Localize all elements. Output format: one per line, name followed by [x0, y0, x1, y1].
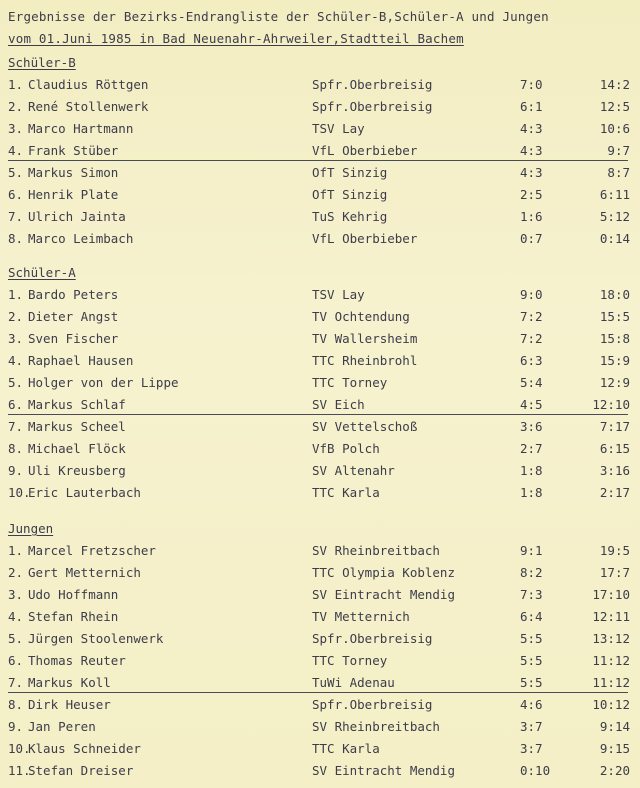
ranking-row: [8, 162, 634, 184]
player-name: Holger von der Lippe: [28, 375, 179, 390]
rank-number: 3.: [8, 587, 24, 602]
rank-number: 4.: [8, 609, 24, 624]
games-score: 1:6: [520, 209, 543, 224]
club-name: TTC Rheinbrohl: [312, 353, 418, 368]
sets-score: 18:0: [599, 287, 630, 302]
player-name: Klaus Schneider: [28, 741, 141, 756]
club-name: SV Eich: [312, 397, 365, 412]
games-score: 5:5: [520, 675, 543, 690]
section-title: Schüler-A: [8, 265, 76, 280]
games-score: 3:6: [520, 419, 543, 434]
rank-number: 5.: [8, 631, 24, 646]
ranking-row: [8, 540, 634, 562]
games-score: 0:7: [520, 231, 543, 246]
club-name: TTC Karla: [312, 485, 380, 500]
section-schueler-b: [8, 52, 634, 250]
player-name: Bardo Peters: [28, 287, 119, 302]
games-score: 1:8: [520, 485, 543, 500]
games-score: 8:2: [520, 565, 543, 580]
player-name: Sven Fischer: [28, 331, 119, 346]
rank-number: 2.: [8, 309, 24, 324]
ranking-row: [8, 206, 634, 228]
games-score: 6:3: [520, 353, 543, 368]
ranking-row: [8, 460, 634, 482]
ranking-row: [8, 628, 634, 650]
games-score: 4:5: [520, 397, 543, 412]
ranking-row: [8, 74, 634, 96]
games-score: 9:1: [520, 543, 543, 558]
club-name: TV Ochtendung: [312, 309, 410, 324]
club-name: Spfr.Oberbreisig: [312, 77, 433, 92]
games-score: 6:4: [520, 609, 543, 624]
games-score: 4:3: [520, 165, 543, 180]
player-name: Dirk Heuser: [28, 697, 111, 712]
ranking-row: [8, 96, 634, 118]
ranking-row: [8, 328, 634, 350]
ranking-row: [8, 284, 634, 306]
club-name: TTC Karla: [312, 741, 380, 756]
ranking-row: [8, 228, 634, 250]
club-name: TSV Lay: [312, 121, 365, 136]
games-score: 6:1: [520, 99, 543, 114]
player-name: Markus Simon: [28, 165, 119, 180]
club-name: SV Vettelschoß: [312, 419, 418, 434]
club-name: SV Eintracht Mendig: [312, 587, 455, 602]
sets-score: 3:16: [599, 463, 630, 478]
sets-score: 2:20: [599, 763, 630, 778]
rank-number: 4.: [8, 143, 24, 158]
rank-number: 10.: [8, 485, 31, 500]
ranking-row: [8, 350, 634, 372]
player-name: Claudius Röttgen: [28, 77, 149, 92]
rank-number: 1.: [8, 543, 24, 558]
sets-score: 0:14: [599, 231, 630, 246]
sets-score: 9:14: [599, 719, 630, 734]
sets-score: 11:12: [592, 653, 630, 668]
player-name: Marcel Fretzscher: [28, 543, 156, 558]
games-score: 3:7: [520, 719, 543, 734]
sets-score: 15:5: [599, 309, 630, 324]
player-name: Raphael Hausen: [28, 353, 134, 368]
player-name: Marco Hartmann: [28, 121, 134, 136]
rank-number: 8.: [8, 697, 24, 712]
sets-score: 11:12: [592, 675, 630, 690]
player-name: Markus Scheel: [28, 419, 126, 434]
games-score: 0:10: [520, 763, 551, 778]
ranking-row: [8, 694, 634, 716]
player-name: Markus Koll: [28, 675, 111, 690]
ranking-row: [8, 672, 634, 694]
ranking-row: [8, 372, 634, 394]
sets-score: 19:5: [599, 543, 630, 558]
games-score: 3:7: [520, 741, 543, 756]
club-name: SV Rheinbreitbach: [312, 543, 440, 558]
ranking-row: [8, 438, 634, 460]
rank-number: 6.: [8, 187, 24, 202]
ranking-row: [8, 306, 634, 328]
player-name: Jürgen Stoolenwerk: [28, 631, 164, 646]
games-score: 2:5: [520, 187, 543, 202]
games-score: 7:3: [520, 587, 543, 602]
ranking-row: [8, 394, 634, 416]
sets-score: 9:15: [599, 741, 630, 756]
ranking-row: [8, 184, 634, 206]
games-score: 5:5: [520, 653, 543, 668]
rank-number: 9.: [8, 719, 24, 734]
club-name: VfL Oberbieber: [312, 231, 418, 246]
section-title: Jungen: [8, 521, 54, 536]
player-name: Frank Stüber: [28, 143, 119, 158]
rank-number: 6.: [8, 397, 24, 412]
ranking-row: [8, 562, 634, 584]
rank-number: 5.: [8, 375, 24, 390]
games-score: 2:7: [520, 441, 543, 456]
sets-score: 12:11: [592, 609, 630, 624]
rank-number: 3.: [8, 331, 24, 346]
rank-number: 6.: [8, 653, 24, 668]
sets-score: 6:15: [599, 441, 630, 456]
games-score: 7:0: [520, 77, 543, 92]
games-score: 4:3: [520, 121, 543, 136]
games-score: 4:6: [520, 697, 543, 712]
club-name: VfB Polch: [312, 441, 380, 456]
club-name: TTC Torney: [312, 653, 388, 668]
player-name: René Stollenwerk: [28, 99, 149, 114]
section-jungen: [8, 518, 634, 782]
club-name: SV Altenahr: [312, 463, 395, 478]
club-name: TuWi Adenau: [312, 675, 395, 690]
ranking-row: [8, 140, 634, 162]
sets-score: 2:17: [599, 485, 630, 500]
games-score: 4:3: [520, 143, 543, 158]
sets-score: 15:8: [599, 331, 630, 346]
sets-score: 7:17: [599, 419, 630, 434]
ranking-row: [8, 606, 634, 628]
ranking-row: [8, 584, 634, 606]
games-score: 1:8: [520, 463, 543, 478]
player-name: Udo Hoffmann: [28, 587, 119, 602]
player-name: Stefan Rhein: [28, 609, 119, 624]
rank-number: 7.: [8, 209, 24, 224]
player-name: Markus Schlaf: [28, 397, 126, 412]
player-name: Henrik Plate: [28, 187, 119, 202]
ranking-row: [8, 650, 634, 672]
ranking-row: [8, 482, 634, 504]
player-name: Dieter Angst: [28, 309, 119, 324]
header-date-location: vom 01.Juni 1985 in Bad Neuenahr-Ahrweiler,Stadtteil Bachem: [8, 31, 464, 46]
header-title: Ergebnisse der Bezirks-Endrangliste der Schüler-B,Schüler-A und Jungen: [8, 9, 549, 24]
club-name: TTC Olympia Koblenz: [312, 565, 455, 580]
sets-score: 5:12: [599, 209, 630, 224]
rank-number: 11.: [8, 763, 31, 778]
club-name: TV Metternich: [312, 609, 410, 624]
sets-score: 12:5: [599, 99, 630, 114]
rank-number: 7.: [8, 675, 24, 690]
club-name: Spfr.Oberbreisig: [312, 697, 433, 712]
rank-number: 3.: [8, 121, 24, 136]
player-name: Eric Lauterbach: [28, 485, 141, 500]
rank-number: 5.: [8, 165, 24, 180]
rank-number: 9.: [8, 463, 24, 478]
games-score: 9:0: [520, 287, 543, 302]
games-score: 7:2: [520, 331, 543, 346]
player-name: Ulrich Jainta: [28, 209, 126, 224]
player-name: Thomas Reuter: [28, 653, 126, 668]
sets-score: 17:7: [599, 565, 630, 580]
rank-number: 8.: [8, 231, 24, 246]
player-name: Stefan Dreiser: [28, 763, 134, 778]
rank-number: 2.: [8, 565, 24, 580]
sets-score: 12:10: [592, 397, 630, 412]
club-name: TV Wallersheim: [312, 331, 418, 346]
ranking-row: [8, 716, 634, 738]
club-name: SV Eintracht Mendig: [312, 763, 455, 778]
games-score: 5:4: [520, 375, 543, 390]
club-name: TTC Torney: [312, 375, 388, 390]
player-name: Gert Metternich: [28, 565, 141, 580]
sets-score: 13:12: [592, 631, 630, 646]
sets-score: 12:9: [599, 375, 630, 390]
ranking-row: [8, 760, 634, 782]
sets-score: 14:2: [599, 77, 630, 92]
ranking-row: [8, 416, 634, 438]
club-name: TSV Lay: [312, 287, 365, 302]
club-name: OfT Sinzig: [312, 165, 388, 180]
rank-number: 1.: [8, 77, 24, 92]
club-name: SV Rheinbreitbach: [312, 719, 440, 734]
section-schueler-a: [8, 262, 634, 504]
ranking-row: [8, 738, 634, 760]
rank-number: 7.: [8, 419, 24, 434]
games-score: 5:5: [520, 631, 543, 646]
club-name: Spfr.Oberbreisig: [312, 631, 433, 646]
rank-number: 1.: [8, 287, 24, 302]
club-name: Spfr.Oberbreisig: [312, 99, 433, 114]
rank-number: 8.: [8, 441, 24, 456]
section-title: Schüler-B: [8, 55, 76, 70]
club-name: VfL Oberbieber: [312, 143, 418, 158]
club-name: TuS Kehrig: [312, 209, 388, 224]
sets-score: 17:10: [592, 587, 630, 602]
rank-number: 2.: [8, 99, 24, 114]
sets-score: 9:7: [607, 143, 630, 158]
club-name: OfT Sinzig: [312, 187, 388, 202]
document-header: [8, 6, 634, 50]
games-score: 7:2: [520, 309, 543, 324]
sets-score: 15:9: [599, 353, 630, 368]
ranking-row: [8, 118, 634, 140]
player-name: Jan Peren: [28, 719, 96, 734]
sets-score: 10:12: [592, 697, 630, 712]
player-name: Uli Kreusberg: [28, 463, 126, 478]
player-name: Michael Flöck: [28, 441, 126, 456]
sets-score: 10:6: [599, 121, 630, 136]
rank-number: 10.: [8, 741, 31, 756]
player-name: Marco Leimbach: [28, 231, 134, 246]
rank-number: 4.: [8, 353, 24, 368]
sets-score: 8:7: [607, 165, 630, 180]
sets-score: 6:11: [599, 187, 630, 202]
